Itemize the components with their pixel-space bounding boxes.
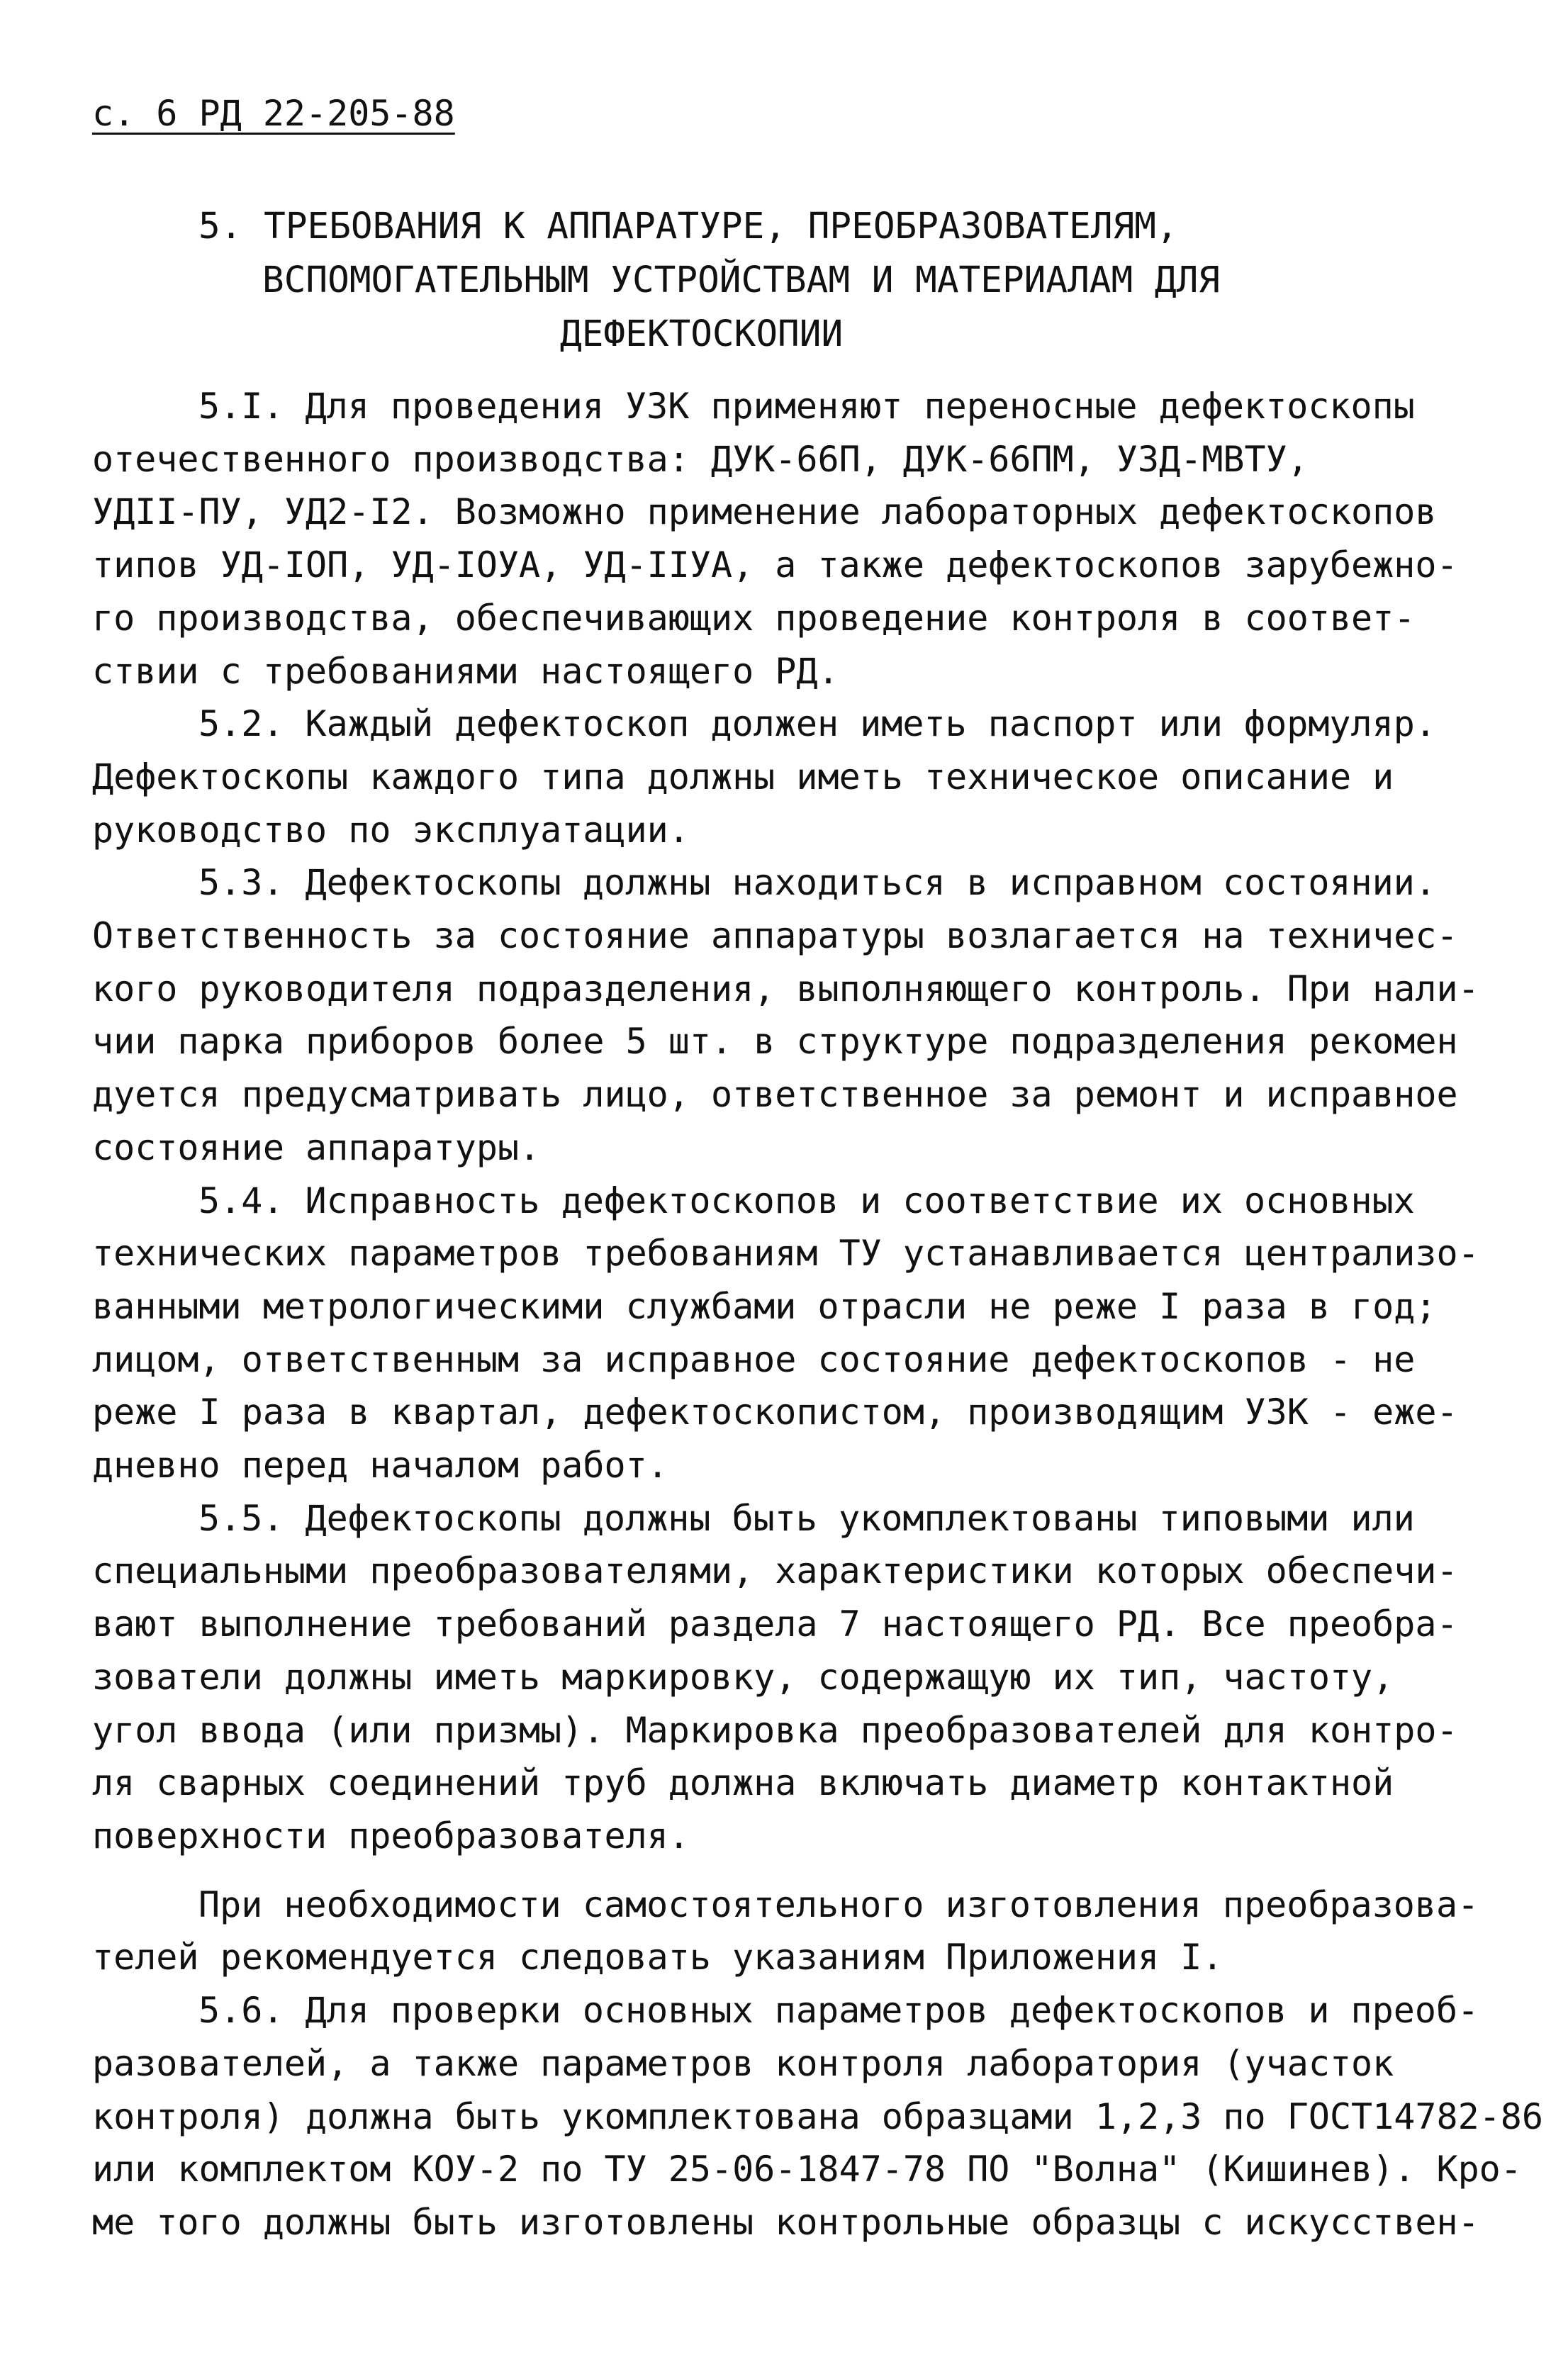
text-line: поверхности преобразователя. <box>92 1815 690 1857</box>
text-line: телей рекомендуется следовать указаниям Приложения I. <box>92 1937 1223 1978</box>
text-line: ванными метрологическими службами отрасли не реже I раза в год; <box>92 1285 1437 1327</box>
body-text <box>92 380 1543 2249</box>
text-line: технических параметров требованиям ТУ устанавливается централизо- <box>92 1233 1479 1275</box>
text-line: 5.I. Для проведения УЗК применяют переносные дефектоскопы <box>198 386 1415 427</box>
text-line: УДII-ПУ, УД2-I2. Возможно применение лабораторных дефектоскопов <box>92 491 1437 533</box>
text-line: вают выполнение требований раздела 7 настоящего РД. Все преобра- <box>92 1603 1458 1645</box>
text-line: контроля) должна быть укомплектована образцами 1,2,3 по ГОСТ14782-86 <box>92 2095 1543 2137</box>
section-title <box>106 200 1467 362</box>
text-line: специальными преобразователями, характеристики которых обеспечи- <box>92 1550 1458 1592</box>
text-line: зователи должны иметь маркировку, содержащую их тип, частоту, <box>92 1656 1394 1698</box>
text-line: лицом, ответственным за исправное состояние дефектоскопов - не <box>92 1338 1416 1380</box>
text-line: угол ввода (или призмы). Маркировка преобразователей для контро- <box>92 1709 1458 1751</box>
text-line: ля сварных соединений труб должна включать диаметр контактной <box>92 1762 1394 1804</box>
text-line: го производства, обеспечивающих проведение контроля в соответ- <box>92 597 1416 639</box>
text-line: реже I раза в квартал, дефектоскопистом, производящим УЗК - еже- <box>92 1392 1458 1433</box>
section-title-line: 5. ТРЕБОВАНИЯ К АППАРАТУРЕ, ПРЕОБРАЗОВАТЕЛЯМ, <box>198 206 1178 247</box>
text-line: Ответственность за состояние аппаратуры возлагается на техничес- <box>92 915 1458 957</box>
text-line: 5.5. Дефектоскопы должны быть укомплектованы типовыми или <box>198 1497 1415 1539</box>
text-line: дневно перед началом работ. <box>92 1445 668 1487</box>
text-line: ме того должны быть изготовлены контрольные образцы с искусствен- <box>92 2201 1479 2243</box>
text-line: кого руководителя подразделения, выполняющего контроль. При нали- <box>92 968 1479 1009</box>
text-line: чии парка приборов более 5 шт. в структуре подразделения рекомен <box>92 1021 1458 1063</box>
text-line: дуется предусматривать лицо, ответственное за ремонт и исправное <box>92 1074 1458 1116</box>
text-line: ствии с требованиями настоящего РД. <box>92 650 839 692</box>
text-line: отечественного производства: ДУК-66П, ДУК-66ПМ, УЗД-МВТУ, <box>92 438 1309 480</box>
text-line: или комплектом КОУ-2 по ТУ 25-06-1847-78 ПО "Волна" (Кишинев). Кро- <box>92 2149 1522 2190</box>
page-header: с. 6 РД 22-205-88 <box>92 93 455 134</box>
text-line: разователей, а также параметров контроля лаборатория (участок <box>92 2042 1394 2084</box>
text-line: типов УД-IОП, УД-IОУА, УД-IIУА, а также дефектоскопов зарубежно- <box>92 544 1458 586</box>
text-line: руководство по эксплуатации. <box>92 809 690 851</box>
text-line: 5.4. Исправность дефектоскопов и соответствие их основных <box>198 1180 1415 1221</box>
text-line: состояние аппаратуры. <box>92 1126 541 1168</box>
text-line: 5.3. Дефектоскопы должны находиться в исправном состоянии. <box>198 862 1436 904</box>
section-title-line: ВСПОМОГАТЕЛЬНЫМ УСТРОЙСТВАМ И МАТЕРИАЛАМ ДЛЯ <box>262 259 1221 301</box>
text-line: 5.2. Каждый дефектоскоп должен иметь паспорт или формуляр. <box>198 703 1436 745</box>
text-line: 5.6. Для проверки основных параметров дефектоскопов и преоб- <box>198 1990 1479 2032</box>
text-line: Дефектоскопы каждого типа должны иметь техническое описание и <box>92 756 1394 797</box>
section-title-line: ДЕФЕКТОСКОПИИ <box>560 313 844 355</box>
text-line: При необходимости самостоятельного изготовления преобразова- <box>198 1883 1479 1925</box>
